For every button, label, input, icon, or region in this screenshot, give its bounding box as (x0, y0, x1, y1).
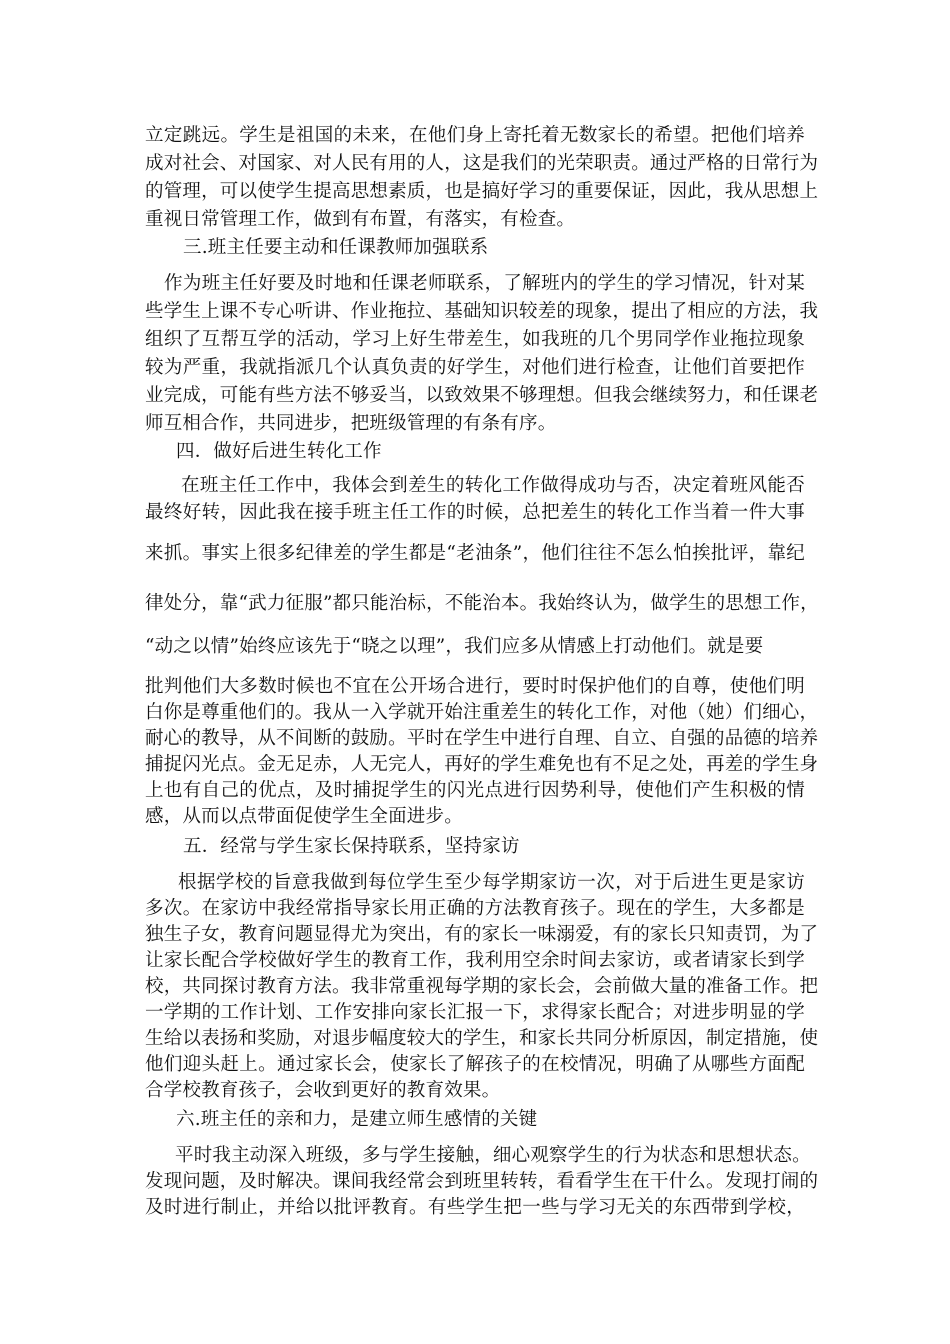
paragraph-line: 他们迎头赶上。通过家长会，使家长了解孩子的在校情况，明确了从哪些方面配 (145, 1054, 805, 1075)
paragraph-line: 师互相合作，共同进步，把班级管理的有条有序。 (145, 413, 557, 434)
paragraph-line: 律处分，靠“武力征服”都只能治标，不能治本。我始终认为，做学生的思想工作， (145, 593, 819, 614)
paragraph-line: 多次。在家访中我经常指导家长用正确的方法教育孩子。现在的学生，大多都是 (145, 898, 805, 919)
paragraph-line: 平时我主动深入班级，多与学生接触，细心观察学生的行为状态和思想状态。 (175, 1145, 811, 1166)
paragraph-line: 较为严重，我就指派几个认真负责的好学生，对他们进行检查，让他们首要把作 (145, 357, 805, 378)
paragraph-line: 合学校教育孩子，会收到更好的教育效果。 (145, 1080, 501, 1101)
paragraph-line: “动之以情”始终应该先于“晓之以理”，我们应多从情感上打动他们。就是要 (145, 636, 764, 657)
paragraph-line: 重视日常管理工作，做到有布置，有落实，有检查。 (145, 209, 576, 230)
paragraph-line: 立定跳远。学生是祖国的未来，在他们身上寄托着无数家长的希望。把他们培养 (145, 125, 805, 146)
paragraph-line: 生给以表扬和奖励，对退步幅度较大的学生，和家长共同分析原因，制定措施，使 (145, 1028, 819, 1049)
paragraph-line: 让家长配合学校做好学生的教育工作，我利用空余时间去家访，或者请家长到学 (145, 950, 805, 971)
paragraph-line: 的管理，可以使学生提高思想素质，也是搞好学习的重要保证，因此，我从思想上 (145, 181, 819, 202)
paragraph-line: 上也有自己的优点，及时捕捉学生的闪光点进行因势利导，使他们产生积极的情 (145, 780, 805, 801)
section-heading: 四．做好后进生转化工作 (176, 441, 382, 462)
paragraph-line: 感，从而以点带面促使学生全面进步。 (145, 806, 463, 827)
section-heading: 五．经常与学生家长保持联系，坚持家访 (183, 836, 520, 857)
section-heading: 六.班主任的亲和力，是建立师生感情的关键 (176, 1109, 538, 1130)
paragraph-line: 批判他们大多数时候也不宜在公开场合进行，要时时保护他们的自尊，使他们明 (145, 676, 805, 697)
paragraph-line: 独生子女，教育问题显得尤为突出，有的家长一味溺爱，有的家长只知责罚，为了 (145, 924, 819, 945)
paragraph-line: 些学生上课不专心听讲、作业拖拉、基础知识较差的现象，提出了相应的方法，我 (145, 301, 819, 322)
paragraph-line: 及时进行制止，并给以批评教育。有些学生把一些与学习无关的东西带到学校， (145, 1197, 805, 1218)
paragraph-line: 一学期的工作计划、工作安排向家长汇报一下，求得家长配合；对进步明显的学 (145, 1002, 805, 1023)
paragraph-line: 最终好转，因此我在接手班主任工作的时候，总把差生的转化工作当着一件大事 (145, 502, 805, 523)
paragraph-line: 作为班主任好要及时地和任课老师联系，了解班内的学生的学习情况，针对某 (164, 273, 805, 294)
paragraph-line: 捕捉闪光点。金无足赤，人无完人，再好的学生难免也有不足之处，再差的学生身 (145, 754, 819, 775)
paragraph-line: 根据学校的旨意我做到每位学生至少每学期家访一次，对于后进生更是家访 (178, 872, 805, 893)
paragraph-line: 成对社会、对国家、对人民有用的人，这是我们的光荣职责。通过严格的日常行为 (145, 153, 819, 174)
paragraph-line: 白你是尊重他们的。我从一入学就开始注重差生的转化工作，对他（她）们细心， (145, 702, 819, 723)
section-heading: 三.班主任要主动和任课教师加强联系 (183, 237, 489, 258)
paragraph-line: 业完成，可能有些方法不够妥当，以致效果不够理想。但我会继续努力，和任课老 (145, 385, 819, 406)
paragraph-line: 来抓。事实上很多纪律差的学生都是“老油条”，他们往往不怎么怕挨批评，靠纪 (145, 543, 805, 564)
paragraph-line: 发现问题，及时解决。课间我经常会到班里转转，看看学生在干什么。发现打闹的 (145, 1171, 819, 1192)
paragraph-line: 校，共同探讨教育方法。我非常重视每学期的家长会，会前做大量的准备工作。把 (145, 976, 819, 997)
paragraph-line: 在班主任工作中，我体会到差生的转化工作做得成功与否，决定着班风能否 (181, 475, 805, 496)
paragraph-line: 组织了互帮互学的活动，学习上好生带差生，如我班的几个男同学作业拖拉现象 (145, 329, 805, 350)
paragraph-line: 耐心的教导，从不间断的鼓励。平时在学生中进行自理、自立、自强的品德的培养 (145, 728, 819, 749)
